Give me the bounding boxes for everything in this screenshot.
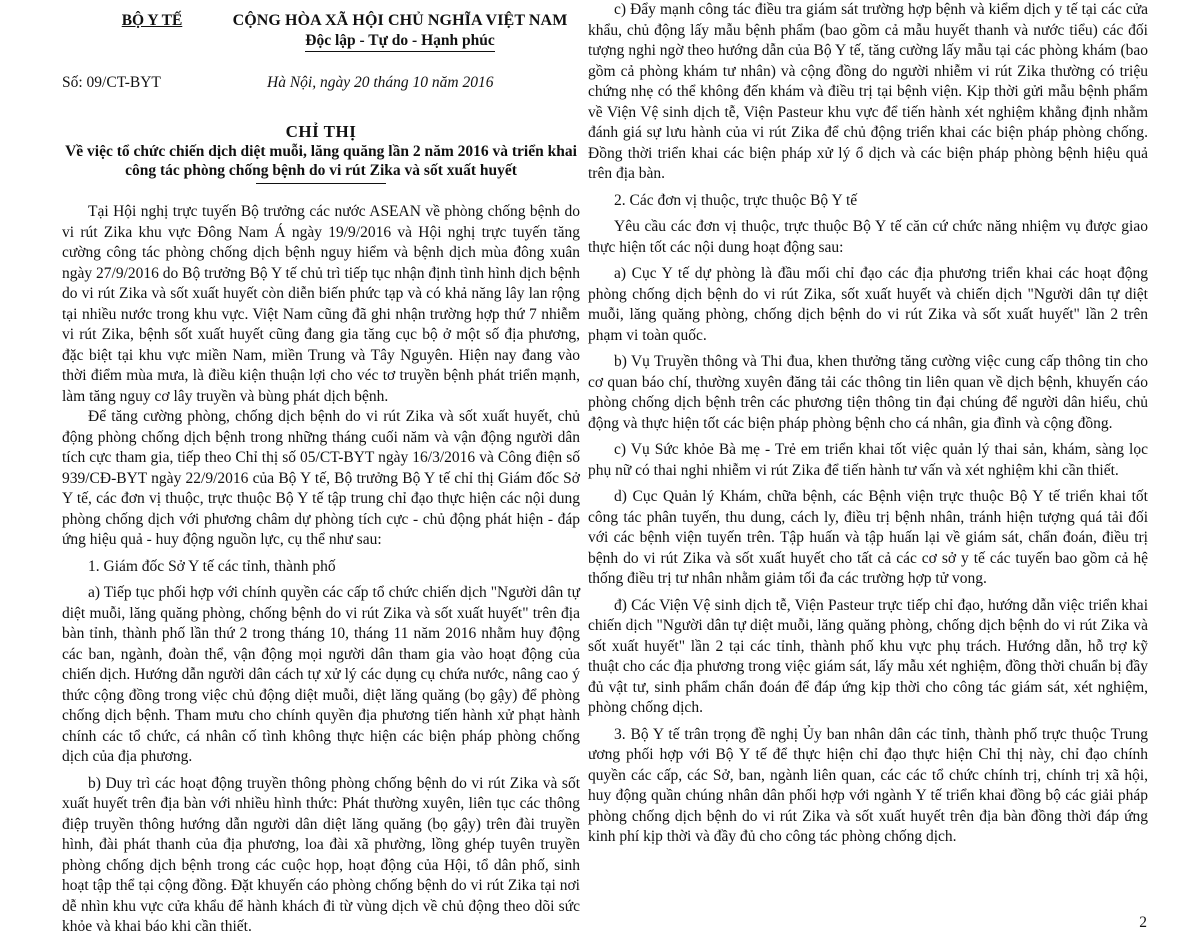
paragraph: Tại Hội nghị trực tuyến Bộ trưởng các nước ASEAN về phòng chống bệnh do vi rút Zika khu vực Đông Nam Á ngày 19/9/2016 và Hội nghị trực tuyến tăng cường công tác phòng chống dịch bệnh nguy hiểm và bệnh dịch mùa đông xuân ngày 27/9/2016 do Bộ trưởng Bộ Y tế chủ trì tiếp tục nhận định tình hình dịch bệnh do vi rút Zika và sốt xuất huyết còn diễn biến phức tạp và có khả năng lây lan rộng tại nhiều nước trong khu vực. Việt Nam cũng đã ghi nhận trường hợp thứ 7 nhiễm vi rút Zika, bệnh sốt xuất huyết cũng đang gia tăng cục bộ ở một số địa phương, đặc biệt tại khu vực miền Nam, miền Trung và Tây Nguyên. Hiện nay đang vào thời điểm mùa mưa, là điều kiện thuận lợi cho véc tơ truyền bệnh phát triển mạnh, làm tăng nguy cơ lây truyền và bùng phát dịch bệnh. [62,203,580,405]
section-heading: 1. Giám đốc Sở Y tế các tỉnh, thành phố [88,557,336,575]
document-number: Số: 09/CT-BYT [62,74,161,91]
paragraph: 3. Bộ Y tế trân trọng đề nghị Ủy ban nhân dân các tỉnh, thành phố trực thuộc Trung ương phối hợp với Bộ Y tế để thực hiện chỉ đạo thực hiện Chỉ thị này, chỉ đạo chính quyền các cấp, các Sở, ban, ngành liên quan, các các tổ chức chính trị, chính trị xã hội, huy động quần chúng nhân dân phối hợp với ngành Y tế triển khai đồng bộ các giải pháp phòng chống dịch bệnh do vi rút Zika và sốt xuất huyết trên địa bàn đồng thời đáp ứng kinh phí kịp thời và đầy đủ cho công tác phòng chống dịch. [588,725,1148,845]
document-title [62,122,580,184]
paragraph: b) Vụ Truyền thông và Thi đua, khen thưởng tăng cường việc cung cấp thông tin cho cơ quan báo chí, thường xuyên đăng tải các thông tin liên quan về dịch bệnh, khuyến cáo phòng chống dịch bệnh trên các phương tiện thông tin đại chúng để người dân hiểu, chủ động và thực hiện tốt các biện pháp phòng bệnh cho cá nhân, gia đình và cộng đồng. [588,353,1148,432]
left-column [62,0,580,938]
place-date: Hà Nội, ngày 20 tháng 10 năm 2016 [267,74,494,91]
section-heading: 2. Các đơn vị thuộc, trực thuộc Bộ Y tế [614,191,858,209]
page-number: 2 [1139,914,1147,931]
spacer [62,184,580,202]
right-column [588,0,1148,848]
document-type: CHỈ THỊ [285,122,357,141]
paragraph: Yêu cầu các đơn vị thuộc, trực thuộc Bộ Y tế căn cứ chức năng nhiệm vụ được giao thực hiện tốt các nội dung hoạt động sau: [588,218,1148,256]
agency-block [82,12,222,30]
paragraph: a) Tiếp tục phối hợp với chính quyền các cấp tổ chức chiến dịch "Người dân tự diệt muỗi, lăng quăng phòng, chống bệnh do vi rút Zika và sốt xuất huyết" trên địa bàn tỉnh, thành phố lần thứ 2 trong tháng 10, tháng 11 năm 2016 nhằm huy động các ban, ngành, đoàn thể, vận động mọi người dân tham gia vào hoạt động của chiến dịch. Hướng dẫn người dân cách tự xử lý các dụng cụ chứa nước, nâng cao ý thức cộng đồng trong việc chủ động diệt muỗi, diệt lăng quăng (bọ gậy) để phòng chống dịch bệnh. Tham mưu cho chính quyền địa phương tiến hành xử phạt hành chính các tổ chức, cá nhân cố tình không thực hiện các biện pháp phòng chống dịch của địa phương. [62,584,580,765]
paragraph: c) Vụ Sức khỏe Bà mẹ - Trẻ em triển khai tốt việc quản lý thai sản, khám, sàng lọc phụ nữ có thai nghi nhiễm vi rút Zika để tiến hành tư vấn và xét nghiệm khi cần thiết. [588,441,1148,479]
paragraph: c) Đẩy mạnh công tác điều tra giám sát trường hợp bệnh và kiểm dịch y tế tại các cửa khẩu, chủ động lấy mẫu bệnh phẩm (bao gồm cả mẫu huyết thanh và nước tiểu) các đối tượng nghi ngờ theo hướng dẫn của Bộ Y tế, tăng cường lấy mẫu tại các phòng khám (bao gồm cả phòng khám tư nhân) và cộng đồng do người nhiễm vi rút Zika thường có triệu chứng nhẹ có thể không đến khám và điều trị tại bệnh viện. Kịp thời gửi mẫu bệnh phẩm về Viện Vệ sinh dịch tễ, Viện Pasteur khu vực để tiến hành xét nghiệm khẳng định nhằm đánh giá sự lưu hành của vi rút Zika để chủ động triển khai các biện pháp phòng chống. Đồng thời triển khai các biện pháp xử lý ổ dịch và các biện pháp phòng bệnh hiệu quả trên địa bàn. [588,1,1148,182]
republic-name: CỘNG HÒA XÃ HỘI CHỦ NGHĨA VIỆT NAM [232,12,568,29]
document-header [62,0,580,112]
paragraph: Để tăng cường phòng, chống dịch bệnh do vi rút Zika và sốt xuất huyết, chủ động phòng chống dịch bệnh trong những tháng cuối năm và vận động người dân tích cực tham gia, tiếp theo Chỉ thị số 05/CT-BYT ngày 16/3/2016 và Công điện số 939/CĐ-BYT ngày 22/9/2016 của Bộ Y tế, Bộ trưởng Bộ Y tế chỉ thị Giám đốc Sở Y tế, các đơn vị thuộc, trực thuộc Bộ Y tế tập trung chỉ đạo thực hiện các nội dung phòng chống dịch với phương châm dự phòng tích cực - chủ động phát hiện - đáp ứng hiệu quả - huy động nguồn lực, cụ thể như sau: [62,408,580,548]
document-subject: Về việc tổ chức chiến dịch diệt muỗi, lăng quăng lần 2 năm 2016 và triển khai công tác phòng chống bệnh do vi rút Zika và sốt xuất huyết [65,143,577,179]
national-header [220,12,580,52]
paragraph: b) Duy trì các hoạt động truyền thông phòng chống bệnh do vi rút Zika và sốt xuất huyết trên địa bàn với nhiều hình thức: Phát thường xuyên, liên tục các thông điệp truyền thông hướng dẫn người dân diệt lăng quăng (bọ gậy) trên đài truyền hình, đài phát thanh của địa phương, loa đài xã phường, lồng ghép tuyên truyền phòng chống dịch bệnh trong các cuộc họp, hoạt động của Hội, tổ dân phố, sinh hoạt tập thể tại cộng đồng. Đặt khuyến cáo phòng chống bệnh do vi rút Zika tại nơi dễ nhìn khu vực cửa khẩu để hành khách đi từ vùng dịch về chủ động theo dõi sức khỏe và khai báo khi cần thiết. [62,774,580,935]
paragraph: d) Cục Quản lý Khám, chữa bệnh, các Bệnh viện trực thuộc Bộ Y tế triển khai tốt công tác phân tuyến, thu dung, cách ly, điều trị bệnh nhân, tránh hiện tượng quá tải đối với các bệnh viện tuyến trên. Tập huấn và tập huấn lại về giám sát, chẩn đoán, điều trị bệnh do vi rút Zika và sốt xuất huyết cho tất cả các cơ sở y tế các tuyến bao gồm cả hệ thống điều trị tư nhân nhằm giảm tối đa các trường hợp tử vong. [588,488,1148,587]
agency-name: BỘ Y TẾ [121,12,183,29]
paragraph: đ) Các Viện Vệ sinh dịch tễ, Viện Pasteur trực tiếp chỉ đạo, hướng dẫn việc triển khai chiến dịch "Người dân tự diệt muỗi, lăng quăng phòng, chống dịch bệnh do vi rút Zika và sốt xuất huyết" lần 2 tại các tỉnh, thành phố khu vực phụ trách. Hướng dẫn, hỗ trợ kỹ thuật cho các địa phương trong việc giám sát, lấy mẫu xét nghiệm, đồng thời chuẩn bị đầy đủ vật tư, sinh phẩm chẩn đoán để đáp ứng kịp thời cho công tác giám sát, xét nghiệm, phòng chống dịch. [588,596,1148,716]
paragraph: a) Cục Y tế dự phòng là đầu mối chỉ đạo các địa phương triển khai các hoạt động phòng chống dịch bệnh do vi rút Zika, sốt xuất huyết và chiến dịch "Người dân tự diệt muỗi, lăng quăng phòng, chống dịch bệnh do vi rút Zika và sốt xuất huyết" lần 2 trên phạm vi toàn quốc. [588,265,1148,344]
national-motto: Độc lập - Tự do - Hạnh phúc [305,32,494,52]
